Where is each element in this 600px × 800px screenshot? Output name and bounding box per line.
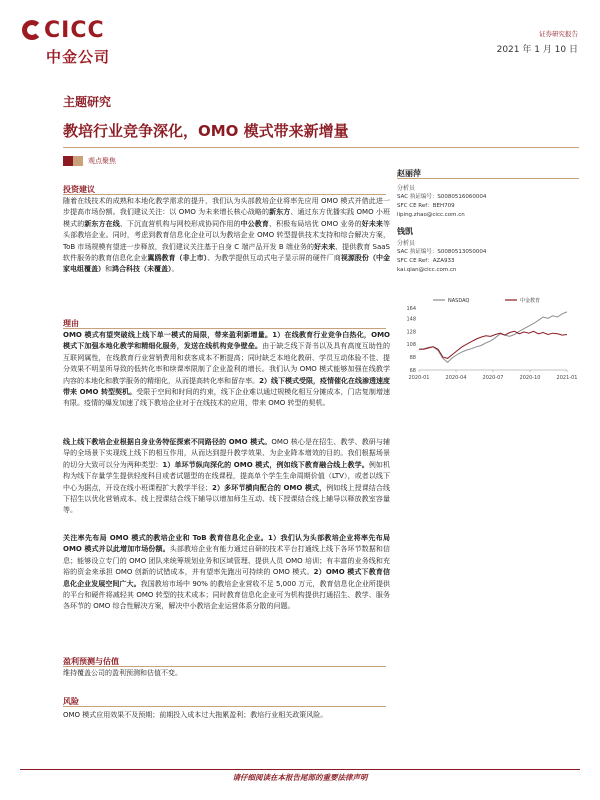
- reasons-paragraph-2: [63, 437, 390, 517]
- reasons-heading: 理由: [63, 319, 79, 328]
- legend-label-0: NASDAQ: [448, 298, 470, 304]
- text-run: 例如线上授课结合线下招生以优化营销成本、线上授课结合线下辅导以增加师生互动、线下授课结合线上辅导以释放教室容量等。: [63, 483, 391, 515]
- text-run: 随着在线技术的成熟和本地化教学需求的提升，我们认为头部教培企业将率先应用 OMO 模式并借此进一步提高市场份额。我们建议关注：以 OMO 为未来增长核心战略的: [63, 197, 390, 217]
- text-run: 等头部教培企业。同时，考虑到教育信息化企业可以为教培企业 OMO 转型提供技术支持和综合解决方案，ToB 市场规模有望进一步释放，我们建议关注基于自身 C 端产品开发 B 端业务的: [63, 219, 391, 251]
- text-run: 、为教学提供互动式电子显示屏的硬件厂商: [207, 254, 341, 263]
- x-tick-label: 2020-01: [408, 375, 430, 381]
- y-tick-label: 148: [406, 316, 416, 323]
- bold-text-run: OMO 模式有望突破线上线下单一模式的局限，带来盈利新增量。1）在线教育行业竞争白热化，OMO 模式下加强本地化教学和精细化服务，发送在线机构竞争壁垒。: [63, 331, 390, 351]
- footer-disclaimer: 请仔细阅读在本报告尾部的重要法律声明: [232, 773, 368, 782]
- bold-text-run: 2）多环节横向配合的 OMO 模式，: [212, 483, 327, 492]
- risk-divider: [63, 706, 386, 707]
- text-run: OMO 核心是在招生、教学、教研与辅导的全场景下实现线上线下的相互作用，从而达到提升教学效果、为企业降本增效的目的。我们根据场景的切分大致可以分为两种类型：: [63, 438, 390, 469]
- text-run: 和: [105, 265, 112, 274]
- investment-divider: [63, 194, 386, 195]
- text-run: 。: [171, 265, 179, 274]
- y-tick-label: 88: [409, 355, 416, 362]
- title-divider: [63, 147, 579, 148]
- bold-text-run: 好未来: [314, 242, 336, 251]
- text-run: 头部教培企业有能力通过自研的技术平台打通线上线下各环节数据和信息；能够设立专门的 OMO 团队来统筹规划业务和区域管理、提供人员 OMO 培训；有丰富的业务线和充裕的资金来承担 OMO 创新的试错成本，并有望率先跑出可持续的 OMO 模式。: [63, 545, 391, 577]
- series-line-1: [419, 331, 567, 358]
- risk-heading: 风险: [63, 697, 79, 706]
- forecast-body: 维持覆盖公司的盈利预测和估值不变。: [63, 669, 182, 677]
- bold-text-run: 中公教育: [240, 219, 269, 228]
- bold-text-run: 新东方: [269, 208, 291, 217]
- text-run: 例如机构为线下存量学生提供轻度科目或者试题型的在线课程，提高单个学生生命周期价值（LTV），或者以线下中心为据点，开设在线小班课程扩大教学半径；: [63, 460, 391, 492]
- analyst-1-sfc: SFC CE Ref：BEH709: [397, 203, 455, 209]
- index-chart: [397, 292, 579, 384]
- x-tick-label: 2020-04: [445, 375, 467, 381]
- legend-label-1: 中金教育: [520, 298, 541, 304]
- analyst-1-email[interactable]: liping.zhao@cicc.com.cn: [397, 212, 465, 218]
- bold-text-run: 2）OMO 模式下教育信息化企业发展空间广大。: [63, 568, 390, 588]
- text-run: 由于缺乏线下背书以及具有高度互助性的互联网属性，在线教育行业营销费用和获客成本不断提高；同时缺乏本地化教研、学员互动体验不佳、提分效果不明显所导致的低转化率和续课率限制了企业盈利的增长。我们认为 OMO 模式能够加强在线教学内容的本地化和教学服务的精细化，从而提高转化率和留存率。: [63, 342, 391, 385]
- analyst-2-name: 钱凯: [397, 227, 413, 236]
- view-label: 观点聚焦: [88, 157, 116, 165]
- report-date: 2021 年 1 月 10 日: [496, 45, 578, 55]
- text-run: 、积极布局培优 OMO 业务的: [268, 219, 362, 228]
- analyst-2-role: 分析员: [397, 240, 416, 247]
- y-tick-label: 108: [406, 342, 416, 349]
- analyst-1-role: 分析员: [397, 185, 416, 192]
- analyst-2-sac: SAC 执证编号：S0080513050004: [397, 249, 487, 255]
- bold-text-run: 好未来: [361, 219, 384, 228]
- brand-cn: 中金公司: [46, 48, 111, 66]
- reasons-divider: [63, 328, 386, 329]
- accent-square-light: [73, 156, 83, 166]
- topic-label: 主题研究: [63, 95, 112, 109]
- x-tick-label: 2021-01: [556, 375, 578, 381]
- text-run: 、通过东方优播实践 OMO 小班模式的: [63, 208, 390, 228]
- bold-text-run: 视源股份（中金家电组覆盖）: [63, 254, 391, 274]
- analyst-2-email[interactable]: kai.qian@cicc.com.cn: [397, 267, 457, 273]
- bold-text-run: 1）单环节纵向深化的 OMO 模式，例如线下教育融合线上教学。: [162, 460, 369, 469]
- bold-text-run: 新东方在线: [84, 219, 120, 228]
- bold-text-run: 2）线下模式受限，疫情催化在线渗透速度带来 OMO 转型契机。: [63, 376, 390, 397]
- cicc-logo: [22, 18, 112, 66]
- analyst-2-sfc: SFC CE Ref：AZA933: [397, 258, 455, 264]
- reasons-paragraph-3: [63, 533, 390, 613]
- report-title: 教培行业竞争深化，OMO 模式带来新增量: [63, 122, 349, 140]
- accent-square-dark: [63, 156, 73, 166]
- x-tick-label: 2020-10: [519, 375, 541, 381]
- analyst-1-sac: SAC 执证编号：S0080516060004: [397, 194, 487, 200]
- report-type: 证券研究报告: [539, 30, 578, 38]
- y-tick-label: 164: [406, 306, 416, 312]
- text-run: 、下沉直营机构与网校形成协同作用的: [119, 219, 241, 228]
- index-chart-svg: [397, 292, 579, 384]
- brand-en: CICC: [44, 18, 105, 43]
- y-tick-label: 68: [409, 368, 416, 374]
- y-tick-label: 128: [406, 329, 416, 336]
- text-run: 我国教培市场中 90% 的教培企业营收不足 5,000 万元，教育信息化企业所提供的平台和硬件将减轻其 OMO 转型的技术成本；同时教育信息化企业可为机构提供打通招生、教学、服务各环节的 OMO 综合性解决方案，解决中小教培企业运营体系分散的问题。: [63, 579, 390, 611]
- footer-divider: [20, 769, 580, 770]
- cicc-logo-icon: [22, 20, 42, 40]
- analysts-divider: [397, 178, 579, 179]
- analyst-1-name: 赵丽萍: [397, 169, 421, 178]
- reasons-paragraph-1: [63, 330, 390, 410]
- bold-text-run: 鸿合科技（未覆盖）: [112, 265, 172, 274]
- bold-text-run: 线上线下教培企业根据自身业务特征探索不同路径的 OMO 模式。: [63, 438, 272, 446]
- forecast-divider: [63, 666, 386, 667]
- risk-body: OMO 模式应用效果不及预期；前期投入成本过大拖累盈利；教培行业相关政策风险。: [63, 711, 328, 719]
- text-run: 受限于空间和时间的约束，线下企业难以通过规模化相互分摊成本，门店复制增速有限。疫情的爆发加速了线下教培企业对于在线技术的应用，带来 OMO 转型的契机。: [63, 388, 390, 408]
- x-tick-label: 2020-07: [482, 375, 504, 381]
- bold-text-run: 关注率先布局 OMO 模式的教培企业和 ToB 教育信息化企业。1）我们认为头部教培企业将率先布局 OMO 模式并以此增加市场份额。: [63, 534, 390, 554]
- text-run: 、提供教育 SaaS 软件服务的教育信息化企业: [63, 242, 390, 263]
- bold-text-run: 翼鸥教育（非上市）: [147, 254, 208, 263]
- forecast-heading: 盈利预测与估值: [63, 657, 119, 666]
- investment-heading: 投资建议: [63, 185, 95, 194]
- investment-body: [63, 196, 390, 276]
